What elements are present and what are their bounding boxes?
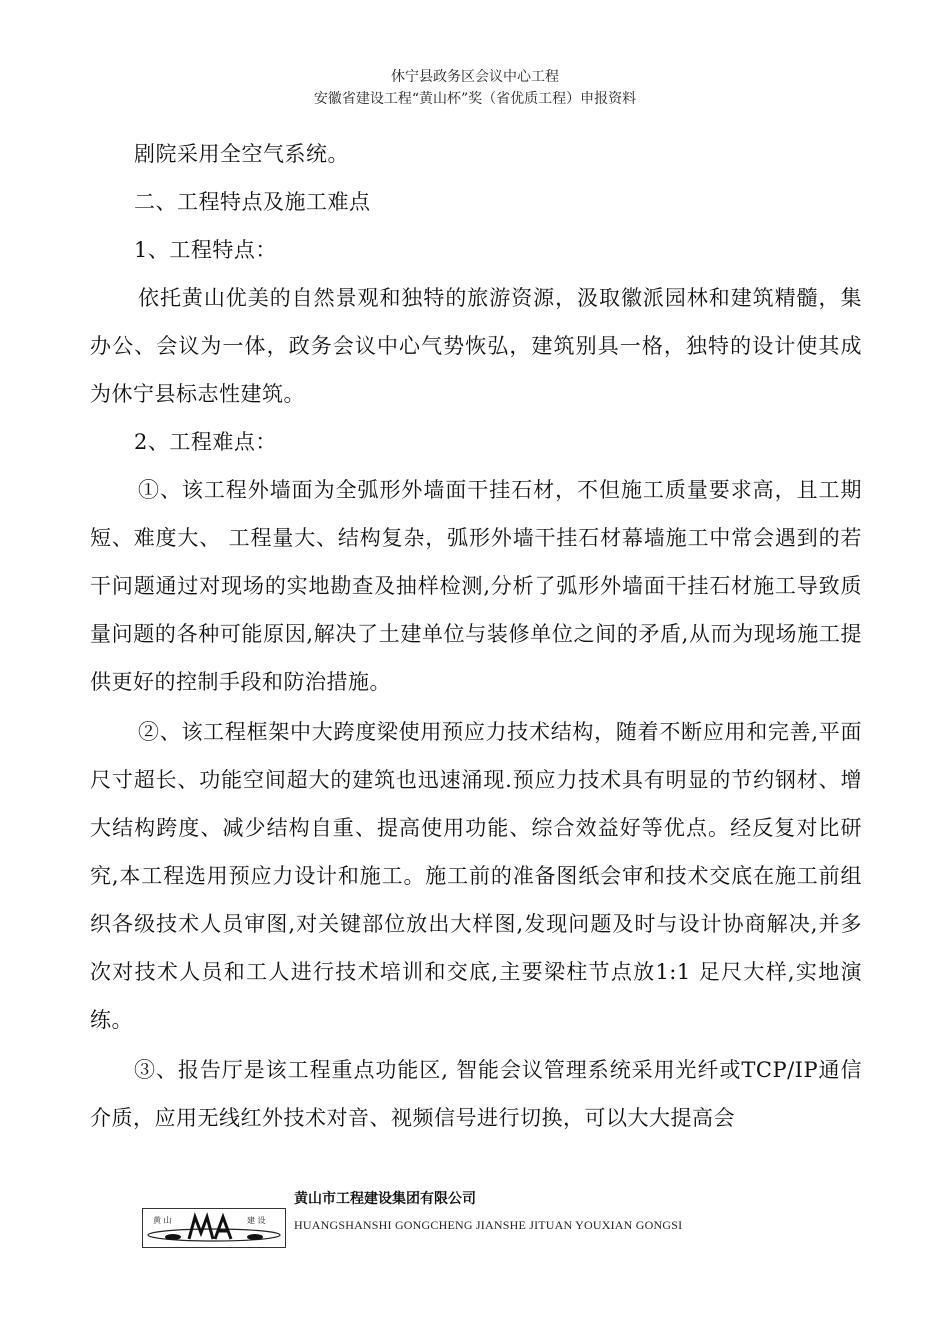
header-project-title: 休宁县政务区会议中心工程 [391,69,559,85]
paragraph-system: 剧院采用全空气系统。 [134,142,349,166]
page-footer [142,1188,782,1250]
company-logo-icon [143,1209,285,1247]
paragraph-difficulty-3: ③、报告厅是该工程重点功能区, 智能会议管理系统采用光纤或TCP/IP通信介质，应用无线红外技术对音、视频信号进行切换，可以大大提高会 [90,1058,862,1130]
svg-text:黄 山: 黄 山 [153,1216,172,1225]
svg-text:建 设: 建 设 [247,1216,266,1225]
paragraph-difficulty-2: ②、该工程框架中大跨度梁使用预应力技术结构，随着不断应用和完善,平面尺寸超长、功能空间超大的建筑也迅速涌现.预应力技术具有明显的节约钢材、增大结构跨度、减少结构自重、提高使用功能、综合效益好等优点。经反复对比研究,本工程选用预应力设计和施工。施工前的准备图纸会审和技术交底在施工前组织各级技术人员审图,对关键部位放出大样图,发现问题及时与设计协商解决,并多次对技术人员和工人进行技术培训和交底,主要梁柱节点放1:1 足尺大样,实地演练。 [90,720,862,1032]
company-name-chinese: 黄山市工程建设集团有限公司 [294,1191,476,1207]
page-header [0,66,950,110]
company-logo [142,1208,286,1248]
document-body [90,130,862,1142]
paragraph-difficulty-1: ①、该工程外墙面为全弧形外墙面干挂石材，不但施工质量要求高，且工期短、难度大、 工程量大、结构复杂，弧形外墙干挂石材幕墙施工中常会遇到的若干问题通过对现场的实地勘查及抽样检测,分析了弧形外墙面干挂石材施工导致质量问题的各种可能原因,解决了土建单位与装修单位之间的矛盾,从而为现场施工提供更好的控制手段和防治措施。 [90,478,862,694]
subheading-difficulties: 2、工程难点： [134,430,277,454]
company-name-english: HUANGSHANSHI GONGCHENG JIANSHE JITUAN YOUXIAN GONGSI [294,1218,683,1232]
section-heading: 二、工程特点及施工难点 [134,190,371,214]
subheading-features: 1、工程特点： [134,238,277,262]
paragraph-features: 依托黄山优美的自然景观和独特的旅游资源，汲取徽派园林和建筑精髓，集办公、会议为一体，政务会议中心气势恢弘，建筑别具一格，独特的设计使其成为休宁县标志性建筑。 [90,286,862,406]
header-award-title: 安徽省建设工程“黄山杯”奖（省优质工程）申报资料 [313,91,637,107]
